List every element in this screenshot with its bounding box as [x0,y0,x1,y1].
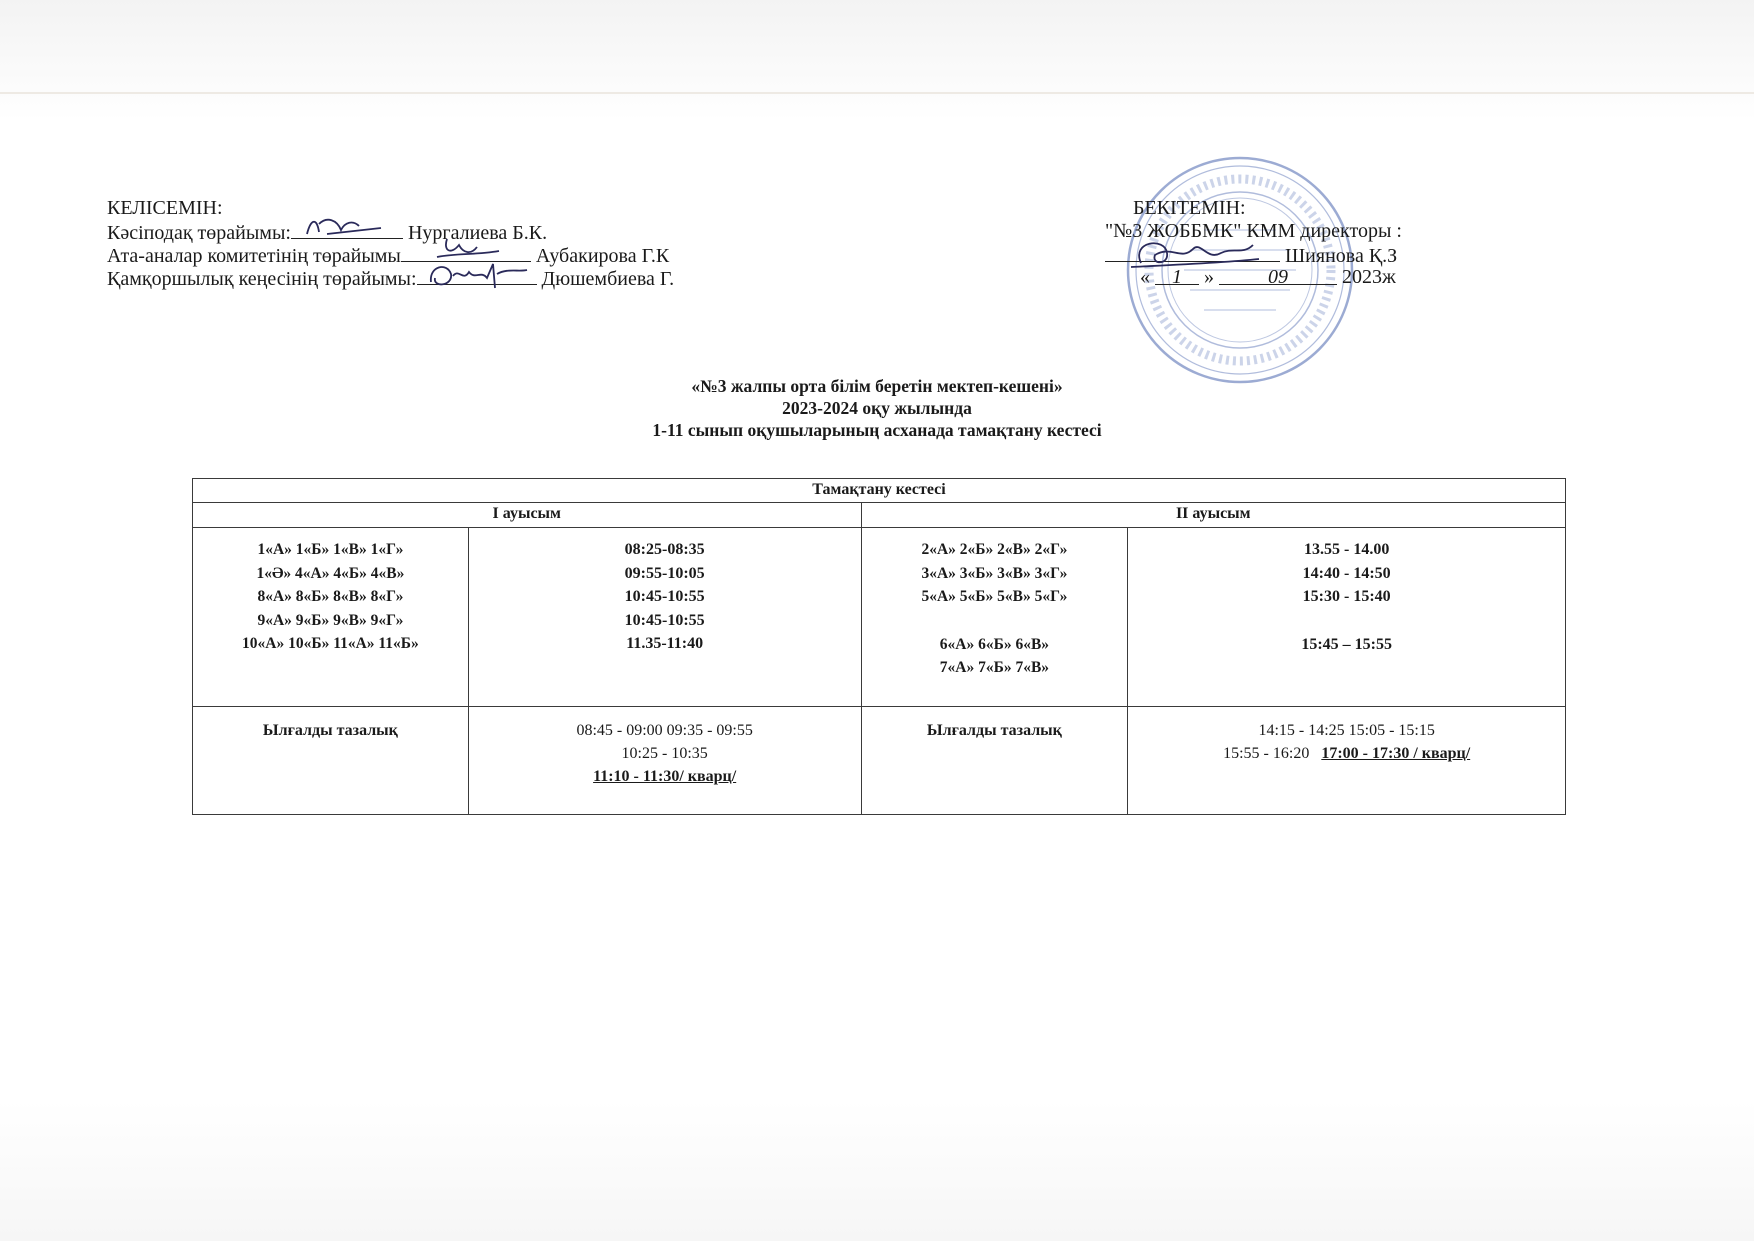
director-org: "№3 ЖОББМК" КММ директоры : [1105,220,1402,242]
class-line: 8«А» 8«Б» 8«В» 8«Г» [257,588,404,605]
signature-mark-1 [297,212,387,242]
cleaning-line: 10:25 - 10:35 [621,745,708,762]
date-open-quote: « [1140,266,1150,288]
date-close-quote: » [1204,266,1214,288]
class-line: 10«А» 10«Б» 11«А» 11«Б» [242,635,419,652]
title-schedule: 1-11 сынып оқушыларының асханада тамақтану кестесі [652,420,1102,440]
cleaning-quartz-time: 17:00 - 17:30 / кварц/ [1321,745,1471,762]
date-year: 2023ж [1342,266,1396,288]
approval-left-row-1 [107,220,674,243]
director-row [1105,243,1402,266]
time-line: 15:30 - 15:40 [1302,588,1391,605]
time-line: 10:45-10:55 [624,611,705,629]
time-line: 09:55-10:05 [624,564,705,582]
class-line: 1«Ә» 4«А» 4«Б» 4«В» [256,564,405,582]
name-trustee-council: Дюшембиева Г. [541,268,675,290]
name-parents-committee: Аубакирова Г.К [535,245,670,267]
time-line: 15:45 – 15:55 [1301,635,1392,653]
cleaning-quartz-line: 11:10 - 11:30/ кварц/ [593,768,737,785]
date-day: 1 [1155,266,1199,285]
role-parents-committee: Ата-аналар комитетінің төрайымы [107,245,401,267]
shift-1-header: I ауысым [193,503,862,528]
shift-1-cleaning-times [468,707,861,815]
title-year: 2023-2024 оқу жылында [782,398,972,418]
signature-mark-3 [423,258,533,298]
cleaning-line: 14:15 - 14:25 15:05 - 15:15 [1258,722,1435,739]
director-name: Шиянова Қ.З [1285,245,1398,267]
approval-left-heading: КЕЛІСЕМІН: [107,197,223,219]
shift-1-cleaning-label: Ылғалды тазалық [193,707,469,815]
signature-line-3 [417,266,537,285]
title-school: «№3 жалпы орта білім беретін мектеп-кешені» [691,376,1063,396]
role-trade-union: Кәсіподақ төрайымы: [107,222,291,244]
cleaning-line: 08:45 - 09:00 09:35 - 09:55 [576,722,753,739]
director-signature-line [1105,243,1280,262]
class-line: 6«А» 6«Б» 6«В» [939,635,1050,653]
time-line: 08:25-08:35 [624,541,705,558]
approval-left-row-3 [107,266,674,289]
class-line: 5«А» 5«Б» 5«В» 5«Г» [921,588,1068,605]
document-titles [0,375,1754,441]
approval-date-row [1105,266,1402,289]
shift-1-classes [193,528,469,707]
shift-2-times [1128,528,1566,707]
cleaning-line [1128,742,1565,765]
date-month: 09 [1219,266,1337,285]
approval-left-block [107,197,674,289]
shift-2-classes [861,528,1128,707]
approval-right-block [1105,197,1402,289]
class-line: 7«А» 7«Б» 7«В» [939,659,1050,676]
time-line: 11.35-11:40 [626,635,704,652]
signature-line-1 [291,220,403,239]
approval-right-heading: БЕКІТЕМІН: [1133,197,1246,219]
role-trustee-council: Қамқоршылық кеңесінің төрайымы: [107,268,417,290]
shift-2-cleaning-label: Ылғалды тазалық [861,707,1128,815]
paper-edge [0,92,1754,94]
time-line: 14:40 - 14:50 [1302,564,1391,582]
approval-left-row-2 [107,243,674,266]
cleaning-time: 15:55 - 16:20 [1223,745,1310,762]
time-line: 10:45-10:55 [624,588,705,605]
table-header: Тамақтану кестесі [193,479,1566,503]
time-line: 13.55 - 14.00 [1303,541,1390,558]
shift-2-header: II ауысым [861,503,1566,528]
shift-2-cleaning-times [1128,707,1566,815]
class-line: 1«А» 1«Б» 1«В» 1«Г» [257,541,404,558]
class-line: 9«А» 9«Б» 9«В» 9«Г» [257,611,404,629]
shift-1-times [468,528,861,707]
meal-schedule-table [192,478,1566,815]
class-line: 3«А» 3«Б» 3«В» 3«Г» [921,564,1068,582]
class-line: 2«А» 2«Б» 2«В» 2«Г» [921,541,1068,558]
name-trade-union: Нургалиева Б.К. [407,222,548,244]
